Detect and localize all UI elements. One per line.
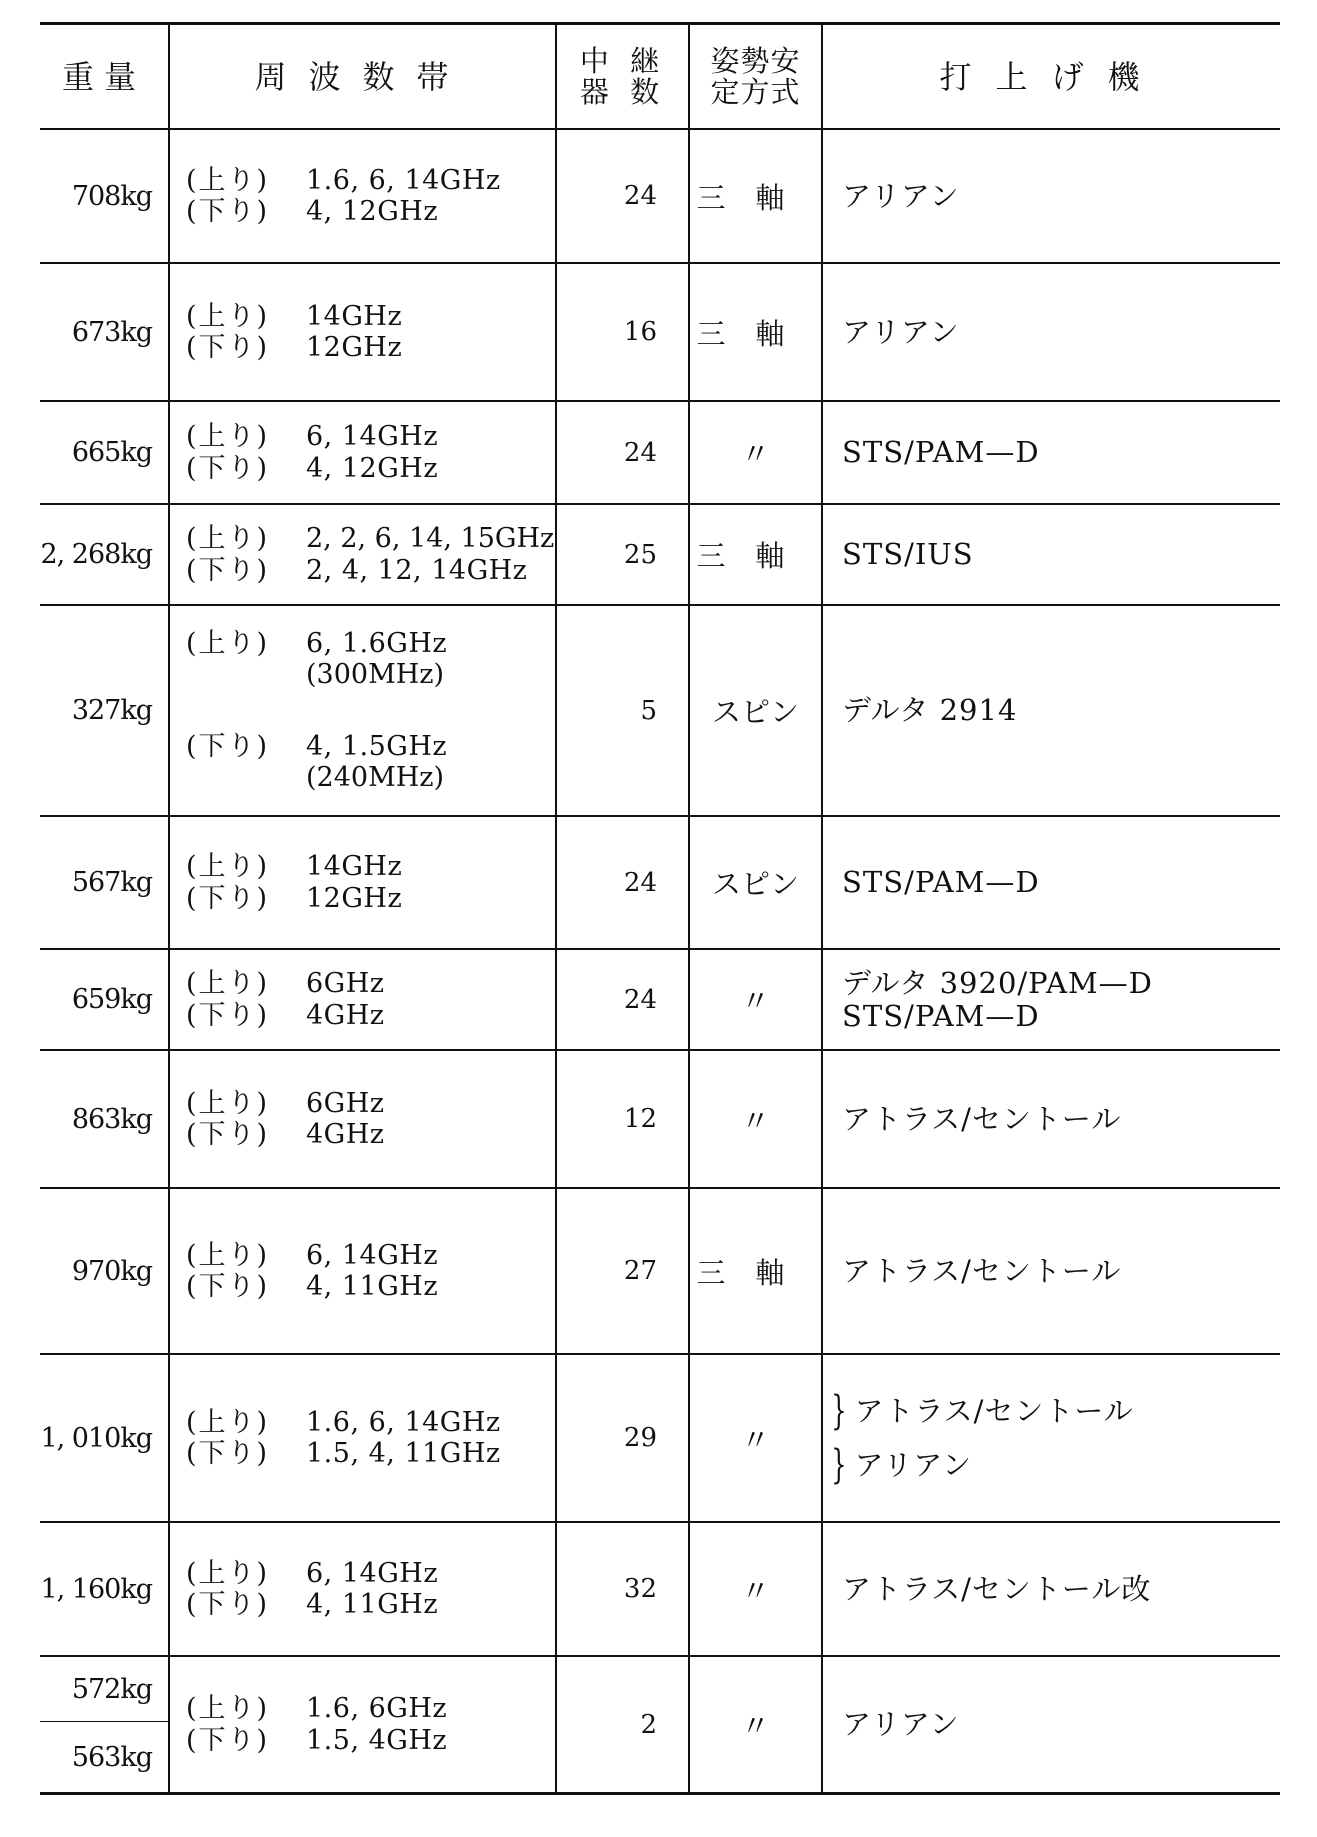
header-launcher: 打上げ機 bbox=[939, 57, 1164, 96]
brace-mark: } bbox=[831, 1442, 848, 1488]
launcher-cell: STS/IUS bbox=[842, 537, 974, 572]
transponder-count: 24 bbox=[623, 867, 657, 898]
weight-cell: 563kg bbox=[71, 1741, 152, 1773]
launcher-cell: アリアン bbox=[842, 178, 960, 213]
attitude-cell: 三軸 bbox=[696, 539, 815, 573]
weight-cell: 572kg bbox=[71, 1673, 152, 1705]
frequency-cell: (上り) 2, 2, 6, 14, 15GHz (下り) 2, 4, 12, 14GHz bbox=[186, 523, 555, 586]
launcher-cell: STS/PAM—D bbox=[842, 865, 1040, 900]
weight-cell: 2, 268kg bbox=[40, 539, 152, 570]
transponder-count: 24 bbox=[623, 437, 657, 468]
attitude-cell: 〃 bbox=[740, 1422, 770, 1457]
transponder-count: 32 bbox=[623, 1574, 657, 1604]
launcher-cell: デルタ 3920/PAM—D STS/PAM—D bbox=[842, 966, 1153, 1033]
table-rule bbox=[40, 1792, 1280, 1795]
frequency-cell: (上り) 6, 14GHz (下り) 4, 11GHz bbox=[186, 1239, 439, 1302]
attitude-cell: 三軸 bbox=[696, 180, 815, 215]
launcher-cell: アトラス/セントール bbox=[842, 1101, 1122, 1136]
attitude-cell: 〃 bbox=[740, 1709, 770, 1743]
launcher-cell: アトラス/セントール改 bbox=[842, 1571, 1152, 1606]
column-rule bbox=[821, 24, 823, 1794]
attitude-cell: スピン bbox=[711, 867, 799, 901]
launcher-cell: } アトラス/セントール } アリアン bbox=[831, 1388, 1134, 1488]
attitude-cell: 〃 bbox=[740, 1103, 770, 1138]
transponder-count: 2 bbox=[640, 1709, 657, 1740]
attitude-cell: 〃 bbox=[740, 1573, 770, 1608]
weight-cell: 673kg bbox=[71, 316, 152, 348]
weight-cell: 863kg bbox=[71, 1103, 152, 1135]
frequency-note: (300MHz) bbox=[306, 659, 445, 691]
weight-cell: 567kg bbox=[71, 867, 152, 898]
frequency-cell: (上り) 6, 14GHz (下り) 4, 11GHz bbox=[186, 1557, 439, 1620]
launcher-cell: アリアン bbox=[842, 314, 960, 349]
weight-cell: 970kg bbox=[71, 1255, 152, 1287]
frequency-cell: (上り) 1.6, 6, 14GHz (下り) 4, 12GHz bbox=[186, 164, 501, 227]
frequency-note: (240MHz) bbox=[306, 761, 445, 793]
frequency-cell: (上り) 14GHz (下り) 12GHz bbox=[186, 300, 403, 363]
frequency-cell: (上り) 1.6, 6, 14GHz (下り) 1.5, 4, 11GHz bbox=[186, 1406, 501, 1469]
frequency-cell: (上り) 6, 1.6GHz (300MHz) (下り) 4, 1.5GHz (240MHz) bbox=[186, 627, 448, 793]
weight-cell: 665kg bbox=[71, 437, 152, 468]
attitude-cell: 三軸 bbox=[696, 1255, 815, 1290]
launcher-cell: STS/PAM—D bbox=[842, 435, 1040, 470]
weight-cell: 659kg bbox=[71, 984, 152, 1015]
header-transponders: 中 継 器 数 bbox=[579, 44, 666, 109]
frequency-cell: (上り) 14GHz (下り) 12GHz bbox=[186, 851, 403, 914]
attitude-cell: 三軸 bbox=[696, 316, 815, 351]
header-attitude: 姿勢安 定方式 bbox=[710, 44, 801, 109]
frequency-cell: (上り) 6, 14GHz (下り) 4, 12GHz bbox=[186, 421, 439, 484]
launcher-cell: アトラス/セントール bbox=[842, 1253, 1122, 1288]
transponder-count: 29 bbox=[623, 1423, 657, 1453]
weight-cell: 1, 010kg bbox=[40, 1422, 152, 1454]
transponder-count: 16 bbox=[623, 317, 657, 347]
brace-mark: } bbox=[831, 1388, 848, 1434]
transponder-count: 5 bbox=[640, 695, 657, 726]
transponder-count: 25 bbox=[623, 539, 657, 570]
weight-cell: 708kg bbox=[71, 180, 152, 212]
launcher-cell: デルタ 2914 bbox=[842, 693, 1018, 728]
transponder-count: 24 bbox=[623, 984, 657, 1015]
transponder-count: 27 bbox=[623, 1256, 657, 1286]
launcher-cell: アリアン bbox=[842, 1707, 960, 1742]
weight-cell: 327kg bbox=[71, 695, 152, 726]
frequency-cell: (上り) 6GHz (下り) 4GHz bbox=[186, 968, 385, 1031]
attitude-cell: スピン bbox=[711, 695, 799, 729]
header-frequency: 周波数帯 bbox=[254, 57, 471, 96]
column-rule bbox=[168, 24, 170, 1794]
transponder-count: 12 bbox=[623, 1104, 657, 1134]
weight-cell: 1, 160kg bbox=[40, 1573, 152, 1605]
attitude-cell: 〃 bbox=[740, 984, 770, 1018]
frequency-cell: (上り) 6GHz (下り) 4GHz bbox=[186, 1087, 385, 1150]
attitude-cell: 〃 bbox=[740, 437, 770, 471]
header-weight: 重量 bbox=[61, 57, 146, 96]
frequency-cell: (上り) 1.6, 6GHz (下り) 1.5, 4GHz bbox=[186, 1693, 448, 1756]
transponder-count: 24 bbox=[623, 181, 657, 211]
